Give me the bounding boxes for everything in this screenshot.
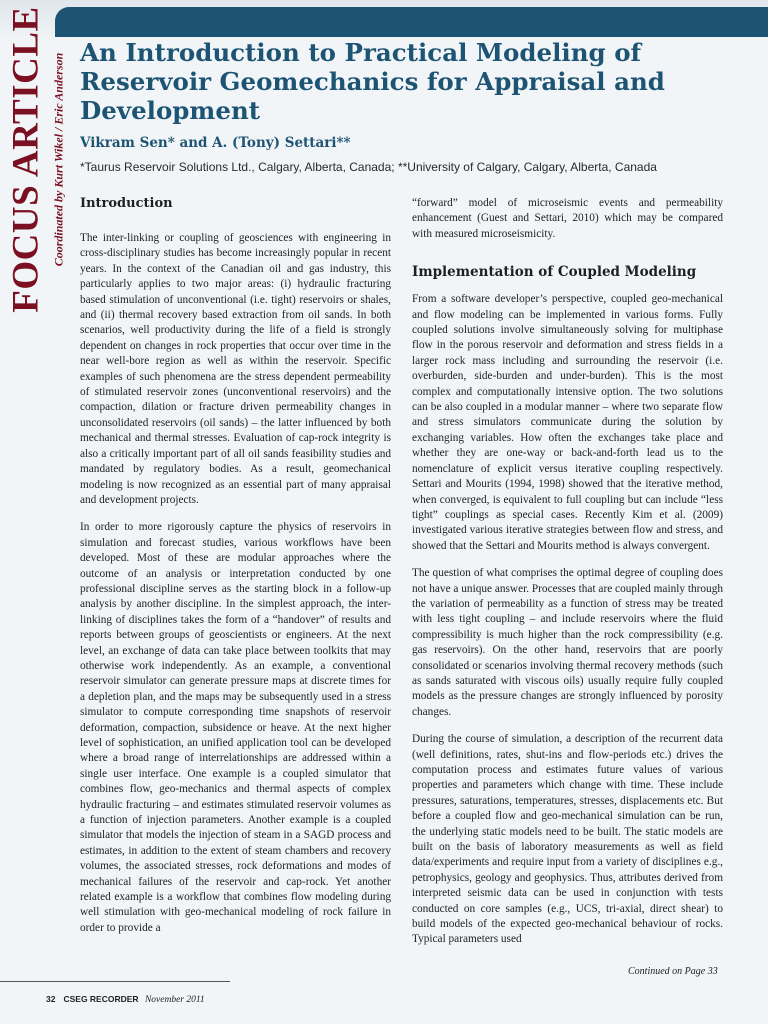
paragraph: In order to more rigorously capture the physics of reservoirs in simulation and forecast studies, various workflows have been developed. Most of these are modular approaches where the outcome of an analysis or interpretation conducted by one professional discipline serves as the starting block in a follow-up analysis by another discipline. In the simplest approach, the inter-linking of disciplines takes the form of a “handover” of results and reports between groups of geoscientists or engineers. At the next level, an exchange of data can take place between toolkits that may otherwise work independently. As an example, a conventional reservoir simulator can generate pressure maps at discrete times for a depletion plan, and the maps may be subsequently used in a stress simulator to compute corresponding time snapshots of reservoir deformation, compaction, subsidence or heave. At the next higher level of sophistication, an unified application tool can be developed where a broad range of interrelationships are addressed within a single user interface. One example is a coupled simulator that combines flow, geo-mechanics and thermal aspects of complex hydraulic fracturing – and estimates stimulated reservoir volumes as a function of injection parameters. Another example is a coupled simulator that models the injection of steam in a SAGD process and estimates, in addition to the extent of steam chambers and recovery volumes, the associated stresses, rock deformations and modes of mechanical failures of the reservoir and cap-rock. Yet another related example is a workflow that combines flow modeling during well stimulation with geo-mechanical modeling of rock failure in order to provide a <box>80 521 391 934</box>
header-tab <box>55 7 768 37</box>
section-label-text: FOCUS ARTICLE <box>5 5 47 313</box>
introduction-heading: Introduction <box>80 196 173 211</box>
article-authors: Vikram Sen* and A. (Tony) Settari** <box>80 135 351 151</box>
coordinators-text: Coordinated by Kurt Wikel / Eric Anderson <box>51 52 66 266</box>
footer-rule <box>0 981 230 982</box>
right-column <box>412 196 723 948</box>
continued-note: Continued on Page 33 <box>628 966 718 977</box>
implementation-heading: Implementation of Coupled Modeling <box>412 264 697 281</box>
paragraph: The question of what comprises the optimal degree of coupling does not have a unique answer. Processes that are coupled mainly through the variation of permeability as a function of stress may be treated with less tight coupling – and include reservoirs where the fluid compressibility is much higher than the rock compressibility (e.g. gas reservoirs). On the other hand, reservoirs that are poorly consolidated or scenarios involving thermal recovery methods (such as sands saturated with viscous oils) usually require fully coupled models as the pressure changes are strongly influenced by porosity changes. <box>412 567 723 718</box>
section-label <box>4 5 48 313</box>
paragraph: From a software developer’s perspective, coupled geo-mechanical and flow modeling can be implemented in various forms. Fully coupled solutions involve simultaneously solving for multiphase flow in the porous reservoir and deformation and stress fields in a larger rock mass including and surrounding the reservoir (i.e. overburden, side-burden and under-burden). This is the most complex and computationally intensive option. The two solutions can be also coupled in a modular manner – where two separate flow and stress simulators communicate during the solution by exchanging variables. How often the exchanges take place and whether they are one-way or back-and-forth lead us to the nomenclature of explicit versus iterative coupling respectively. Settari and Mourits (1994, 1998) showed that the iterative method, when converged, is equivalent to full coupling but can include “less tight” couplings as special cases. Recently Kim et al. (2009) investigated various iterative strategies between flow and stress, and showed that the Settari and Mourits method is always convergent. <box>412 293 723 552</box>
article-affiliation: *Taurus Reservoir Solutions Ltd., Calgary, Alberta, Canada; **University of Calgary, Calgary, Alberta, Canada <box>80 160 657 174</box>
paragraph: During the course of simulation, a description of the recurrent data (well definitions, rates, shut-ins and flow-periods etc.) drives the computation process and estimates future values of various properties and parameters which change with time. These include pressures, saturations, temperatures, stresses, displacements etc. But before a coupled flow and geo-mechanical simulation can be run, the underlying static models need to be built. The static models are built on the basis of laboratory measurements as well as field data/experiments and require input from a variety of disciplines e.g., petrophysics, geology and geophysics. Thus, attributes derived from interpreted seismic data can be used in conjunction with tests conducted on core samples (e.g., UCS, tri-axial, direct shear) to build models of the expected geo-mechanical behaviour of rocks. Typical parameters used <box>412 733 723 946</box>
footer <box>46 992 205 1008</box>
paragraph: “forward” model of microseismic events and permeability enhancement (Guest and Settari, 2010) which may be compared with measured microseismicity. <box>412 197 723 240</box>
article-title: An Introduction to Practical Modeling of Reservoir Geomechanics for Appraisal and Development <box>80 38 665 125</box>
left-column <box>80 196 391 936</box>
issue-date: November 2011 <box>144 995 205 1005</box>
paragraph: The inter-linking or coupling of geosciences with engineering in cross-disciplinary studies has become increasingly popular in recent years. In the context of the Canadian oil and gas industry, this particularly applies to two major areas: (i) hydraulic fracturing based stimulation of unconventional (i.e. tight) reservoirs or shales, and (ii) thermal recovery based extraction from oil sands. In both scenarios, well productivity during the life of a field is strongly dependent on changes in rock properties that occur over time in the near well-bore region as well as within the reservoir. Specific examples of such phenomena are the stress dependent permeability of stimulated reservoir zones (unconventional reservoirs) and the compaction, dilation or fracture driven permeability changes in unconsolidated reservoirs (oil sands) – the latter influenced by both mechanical and thermal stresses. Evaluation of cap-rock integrity is also a critically important part of all oil sands feasibility studies and mandated by regulatory bodies. As a result, geomechanical modeling is now recognized as an essential part of many appraisal and development projects. <box>80 232 391 506</box>
page-number: 32 <box>46 994 56 1004</box>
coordinators <box>49 42 69 276</box>
publication-name: CSEG RECORDER <box>63 994 139 1004</box>
